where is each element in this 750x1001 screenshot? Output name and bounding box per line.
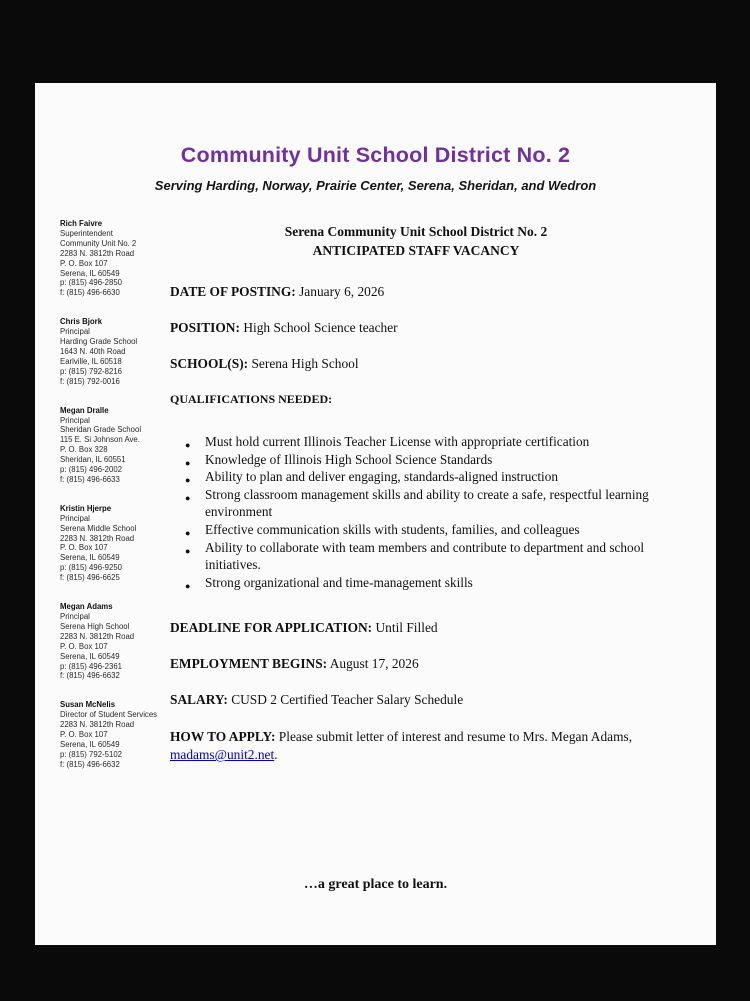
contact-card-harding-principal [60, 317, 182, 386]
contact-line: Community Unit No. 2 [60, 238, 137, 248]
contact-lines [60, 327, 182, 386]
date-of-posting-value: January 6, 2026 [299, 284, 385, 299]
contact-line: Principal [60, 612, 90, 621]
contact-line: Director of Student Services [60, 710, 158, 720]
qualification-item: ● Strong classroom management skills and ability to create a safe, respectful learning environment [170, 486, 662, 521]
how-to-apply-period: . [274, 747, 278, 763]
contact-line: P. O. Box 107 [60, 730, 108, 740]
contact-lines [60, 514, 182, 583]
contact-line: Serena, IL 60549 [60, 553, 120, 563]
contact-line: p: (815) 792-8216 [60, 366, 122, 376]
qualifications-list [170, 433, 662, 591]
employment-begins-value: August 17, 2026 [329, 656, 419, 672]
field-position [170, 320, 662, 336]
contact-line: P. O. Box 107 [60, 641, 108, 651]
contact-name: Susan McNelis [60, 700, 116, 710]
contact-line: Superintendent [60, 228, 113, 238]
contact-line: p: (815) 496-2361 [60, 661, 122, 671]
vacancy-header [170, 223, 662, 260]
contact-line: Serena, IL 60549 [60, 268, 120, 278]
qualification-item: ● Strong organizational and time-management skills [170, 574, 662, 592]
contact-lines [60, 416, 182, 485]
contact-line: f: (815) 496-6633 [60, 474, 120, 484]
contact-line: Serena Middle School [60, 523, 137, 533]
deadline-label: DEADLINE FOR APPLICATION: [170, 620, 373, 636]
salary-label: SALARY: [170, 692, 228, 708]
contact-line: Principal [60, 415, 90, 425]
contact-line: p: (815) 792-5102 [60, 749, 122, 759]
salary-value: CUSD 2 Certified Teacher Salary Schedule [231, 692, 464, 708]
contact-line: P. O. Box 107 [60, 258, 108, 268]
contact-line: Principal [60, 327, 90, 337]
contact-line: Sheridan, IL 60551 [60, 455, 126, 465]
contact-name: Chris Bjork [60, 317, 103, 327]
contact-line: Sheridan Grade School [60, 425, 142, 435]
field-schools [170, 356, 662, 372]
qualification-item: ● Effective communication skills with students, families, and colleagues [170, 521, 662, 539]
contacts-sidebar [60, 219, 182, 789]
contact-card-superintendent [60, 219, 182, 298]
contact-line: p: (815) 496-2002 [60, 465, 122, 475]
contact-name: Kristin Hjerpe [60, 503, 112, 513]
contact-name: Megan Dralle [60, 405, 109, 415]
field-date-of-posting [170, 284, 662, 300]
contact-line: 115 E. Si Johnson Ave. [60, 435, 140, 445]
date-of-posting-label: DATE OF POSTING: [170, 284, 296, 299]
field-salary [170, 692, 662, 708]
qualifications-heading: QUALIFICATIONS NEEDED: [170, 392, 333, 406]
qualification-item: ● Knowledge of Illinois High School Science Standards [170, 451, 662, 469]
contact-line: 2283 N. 3812th Road [60, 533, 135, 543]
contact-line: Serena, IL 60549 [60, 651, 120, 661]
contact-line: f: (815) 496-6632 [60, 671, 120, 681]
qualification-item: ● Ability to collaborate with team members and contribute to department and school initiatives. [170, 539, 662, 574]
district-title: Community Unit School District No. 2 [180, 143, 571, 167]
field-how-to-apply [170, 728, 662, 764]
contact-card-high-school-principal [60, 602, 182, 681]
contact-name: Megan Adams [60, 602, 113, 612]
deadline-value: Until Filled [375, 620, 438, 636]
contact-card-middle-school-principal [60, 504, 182, 583]
contact-name: Rich Faivre [60, 219, 103, 228]
contact-line: p: (815) 496-2850 [60, 278, 122, 288]
how-to-apply-label: HOW TO APPLY: [170, 729, 276, 745]
contact-line: 1643 N. 40th Road [60, 346, 126, 356]
contact-line: f: (815) 792-0016 [60, 376, 120, 386]
field-deadline [170, 620, 662, 636]
contact-line: 2283 N. 3812th Road [60, 720, 135, 730]
contact-line: Earlville, IL 60518 [60, 356, 122, 366]
contact-line: f: (815) 496-6630 [60, 288, 120, 298]
vacancy-body [170, 223, 662, 764]
contact-card-sheridan-principal [60, 406, 182, 485]
contact-card-student-services-director [60, 700, 182, 769]
employment-begins-label: EMPLOYMENT BEGINS: [170, 656, 328, 672]
contact-lines [60, 229, 182, 298]
contact-line: 2283 N. 3812th Road [60, 631, 135, 641]
org-name: Serena Community Unit School District No. 2 [284, 224, 548, 239]
contact-line: Serena High School [60, 621, 130, 631]
document-page [35, 83, 716, 945]
position-value: High School Science teacher [243, 320, 398, 335]
doc-type: ANTICIPATED STAFF VACANCY [312, 242, 520, 258]
contact-line: p: (815) 496-9250 [60, 563, 122, 573]
schools-label: SCHOOL(S): [170, 356, 249, 371]
position-label: POSITION: [170, 320, 240, 335]
contact-line: Harding Grade School [60, 337, 138, 347]
contact-lines [60, 710, 182, 769]
contact-line: P. O. Box 107 [60, 543, 108, 553]
how-to-apply-text: Please submit letter of interest and resume to Mrs. Megan Adams, [278, 729, 633, 745]
field-employment-begins [170, 656, 662, 672]
motto-footer: …a great place to learn. [303, 877, 448, 892]
qualification-item: ● Must hold current Illinois Teacher License with appropriate certification [170, 433, 662, 451]
contact-email-link[interactable]: madams@unit2.net [170, 747, 275, 763]
district-subtitle: Serving Harding, Norway, Prairie Center, Serena, Sheridan, and Wedron [154, 178, 597, 193]
contact-line: f: (815) 496-6625 [60, 573, 120, 583]
contact-line: Principal [60, 513, 90, 523]
schools-value: Serena High School [251, 356, 359, 371]
qualification-item: ● Ability to plan and deliver engaging, standards-aligned instruction [170, 468, 662, 486]
contact-line: Serena, IL 60549 [60, 739, 120, 749]
contact-line: f: (815) 496-6632 [60, 759, 120, 769]
contact-lines [60, 612, 182, 681]
contact-line: P. O. Box 328 [60, 445, 108, 455]
contact-line: 2283 N. 3812th Road [60, 248, 135, 258]
